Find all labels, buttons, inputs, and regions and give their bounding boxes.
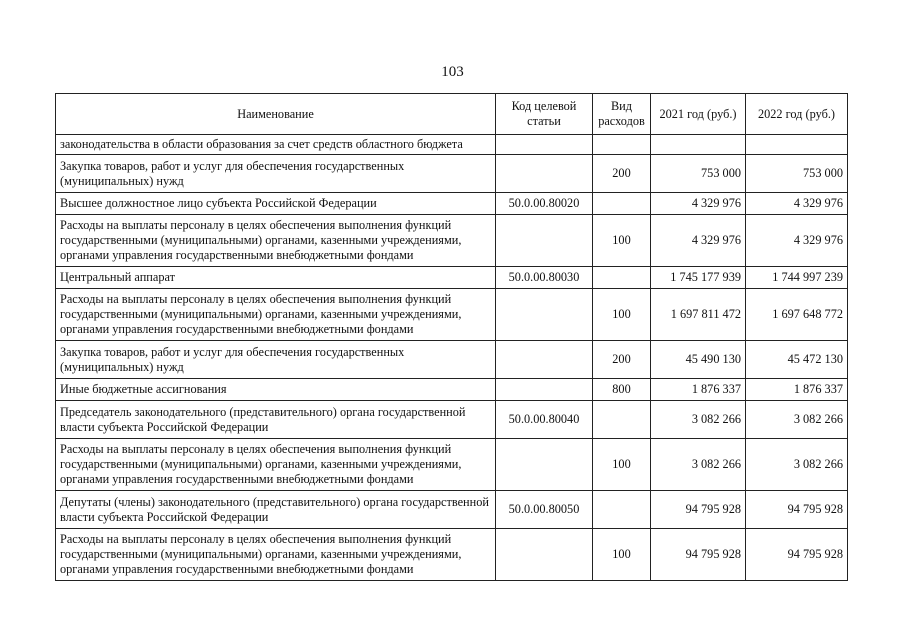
row-2021: 1 745 177 939 — [651, 267, 746, 289]
row-2022: 1 876 337 — [746, 379, 848, 401]
table-row — [56, 439, 848, 491]
table-row — [56, 491, 848, 529]
table-row — [56, 401, 848, 439]
row-2021: 3 082 266 — [651, 401, 746, 439]
header-expense-type: Вид расходов — [593, 94, 651, 135]
table-row — [56, 289, 848, 341]
row-code — [496, 215, 593, 267]
budget-table — [55, 93, 848, 581]
table-body — [56, 135, 848, 581]
row-name: Центральный аппарат — [56, 267, 496, 289]
row-expense-type: 100 — [593, 529, 651, 581]
row-code — [496, 439, 593, 491]
header-2022: 2022 год (руб.) — [746, 94, 848, 135]
row-name: Закупка товаров, работ и услуг для обеспечения государственных (муниципальных) нужд — [56, 155, 496, 193]
row-2021: 94 795 928 — [651, 491, 746, 529]
header-2021: 2021 год (руб.) — [651, 94, 746, 135]
row-2022: 3 082 266 — [746, 439, 848, 491]
row-name: Расходы на выплаты персоналу в целях обеспечения выполнения функций государственными (муниципальными) органами, казенными учреждениями, органами управления государственными внебюджетными фондами — [56, 215, 496, 267]
row-2022: 4 329 976 — [746, 193, 848, 215]
table-row — [56, 135, 848, 155]
row-2022: 4 329 976 — [746, 215, 848, 267]
row-2021: 94 795 928 — [651, 529, 746, 581]
row-name: Иные бюджетные ассигнования — [56, 379, 496, 401]
row-2022: 1 744 997 239 — [746, 267, 848, 289]
row-name: Депутаты (члены) законодательного (представительного) органа государственной власти субъекта Российской Федерации — [56, 491, 496, 529]
row-expense-type: 800 — [593, 379, 651, 401]
row-2021: 1 876 337 — [651, 379, 746, 401]
row-2022 — [746, 135, 848, 155]
row-code: 50.0.00.80040 — [496, 401, 593, 439]
row-code: 50.0.00.80020 — [496, 193, 593, 215]
row-expense-type: 100 — [593, 215, 651, 267]
row-code — [496, 135, 593, 155]
row-name: Расходы на выплаты персоналу в целях обеспечения выполнения функций государственными (муниципальными) органами, казенными учреждениями, органами управления государственными внебюджетными фондами — [56, 439, 496, 491]
page-number: 103 — [441, 64, 464, 80]
row-2021: 4 329 976 — [651, 215, 746, 267]
header-code: Код целевой статьи — [496, 94, 593, 135]
row-2021: 3 082 266 — [651, 439, 746, 491]
row-expense-type — [593, 267, 651, 289]
row-code — [496, 379, 593, 401]
row-2022: 94 795 928 — [746, 491, 848, 529]
row-expense-type — [593, 491, 651, 529]
row-expense-type — [593, 401, 651, 439]
row-expense-type: 100 — [593, 289, 651, 341]
row-expense-type — [593, 135, 651, 155]
row-code — [496, 289, 593, 341]
row-name: Расходы на выплаты персоналу в целях обеспечения выполнения функций государственными (муниципальными) органами, казенными учреждениями, органами управления государственными внебюджетными фондами — [56, 289, 496, 341]
row-2021 — [651, 135, 746, 155]
table-row — [56, 215, 848, 267]
table-row — [56, 155, 848, 193]
row-name: Высшее должностное лицо субъекта Российской Федерации — [56, 193, 496, 215]
row-2021: 1 697 811 472 — [651, 289, 746, 341]
row-code: 50.0.00.80030 — [496, 267, 593, 289]
row-2022: 753 000 — [746, 155, 848, 193]
row-2021: 45 490 130 — [651, 341, 746, 379]
table-header-row — [56, 94, 848, 135]
row-2021: 4 329 976 — [651, 193, 746, 215]
row-2022: 45 472 130 — [746, 341, 848, 379]
table-row — [56, 379, 848, 401]
row-expense-type: 200 — [593, 155, 651, 193]
row-expense-type: 100 — [593, 439, 651, 491]
table-row — [56, 193, 848, 215]
table-row — [56, 341, 848, 379]
row-2022: 3 082 266 — [746, 401, 848, 439]
row-2022: 94 795 928 — [746, 529, 848, 581]
row-code — [496, 155, 593, 193]
row-expense-type: 200 — [593, 341, 651, 379]
row-code — [496, 341, 593, 379]
row-code: 50.0.00.80050 — [496, 491, 593, 529]
table-row — [56, 267, 848, 289]
row-code — [496, 529, 593, 581]
row-2022: 1 697 648 772 — [746, 289, 848, 341]
table-row — [56, 529, 848, 581]
header-name: Наименование — [56, 94, 496, 135]
row-name: Председатель законодательного (представительного) органа государственной власти субъекта Российской Федерации — [56, 401, 496, 439]
row-name: Закупка товаров, работ и услуг для обеспечения государственных (муниципальных) нужд — [56, 341, 496, 379]
row-name: Расходы на выплаты персоналу в целях обеспечения выполнения функций государственными (муниципальными) органами, казенными учреждениями, органами управления государственными внебюджетными фондами — [56, 529, 496, 581]
row-2021: 753 000 — [651, 155, 746, 193]
row-expense-type — [593, 193, 651, 215]
row-name: законодательства в области образования за счет средств областного бюджета — [56, 135, 496, 155]
